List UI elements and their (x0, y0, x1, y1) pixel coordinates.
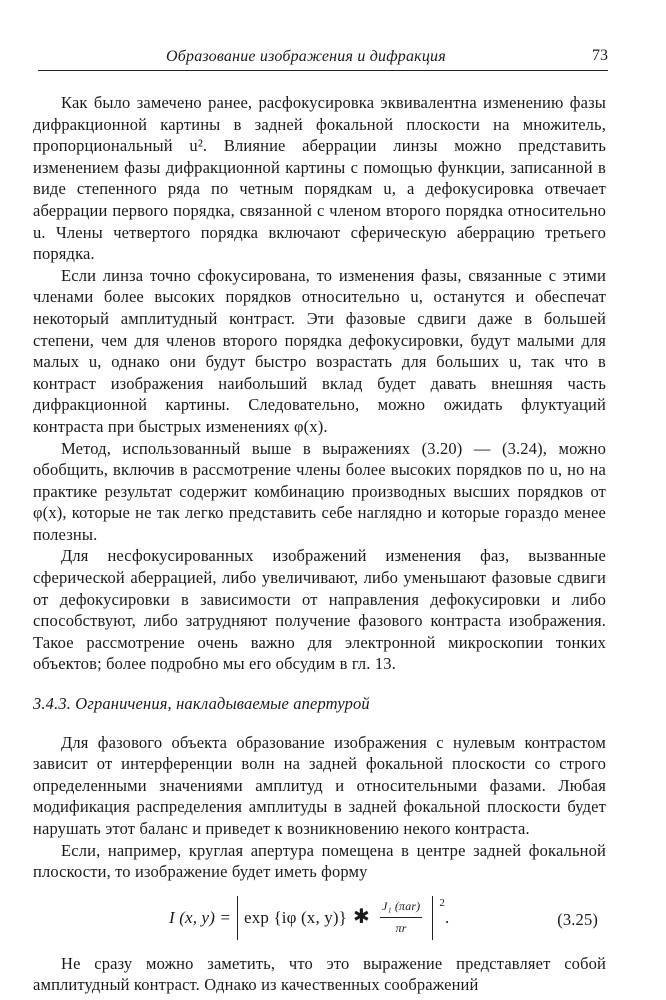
equation-3-25 (33, 889, 606, 949)
equation-trail: . (444, 907, 450, 927)
equation-number: (3.25) (557, 909, 598, 929)
paragraph-4: Для несфокусированных изображений изменения фаз, вызванные сферической аберрацией, либо увеличивают, либо уменьшают фазовые сдвиги от дефокусировки в зависимости от направления дефокусировки и либо способствуют, либо затрудняют получение фазового контраста изображения. Такое рассмотрение очень важно для электронной микроскопии тонких объектов; более подробно мы его обсудим в гл. 13. (33, 546, 606, 674)
section-paragraph-1: Для фазового объекта образование изображения с нулевым контрастом зависит от интерференции волн на задней фокальной плоскости со строго определенными значениями амплитуд и относительными фазами. Любая модификация распределения амплитуды в задней фокальной плоскости будет нарушать этот баланс и приведет к возникновению некого контраста. (33, 732, 606, 838)
convolution-operator: ✱ (353, 905, 370, 928)
body-text (33, 92, 606, 996)
abs-bar-right (432, 896, 433, 940)
running-head (38, 44, 608, 71)
section-paragraph-2: Если, например, круглая апертура помещена в центре задней фокальной плоскости, то изображение будет иметь форму (33, 840, 606, 882)
paragraph-3: Метод, использованный выше в выражениях (3.20) — (3.24), можно обобщить, включив в рассмотрение члены более высоких порядков по u, но на практике результат содержит комбинацию производных высших порядков от φ(x), которые не так легко представить себе наглядно и которые гораздо менее полезны. (33, 438, 606, 544)
running-title: Образование изображения и дифракция (166, 48, 446, 65)
equation-body (169, 893, 449, 943)
equation-lhs: I (x, y) = (169, 907, 232, 927)
paragraph-1: Как было замечено ранее, расфокусировка эквивалентна изменению фазы дифракционной картины в задней фокальной плоскости на множитель, пропорциональный u². Влияние аберрации линзы можно представить изменением фазы дифракционной картины с помощью функции, записанной в виде степенного ряда по четным порядкам u, а дефокусировка отвечает аберрации первого порядка, связанной с членом второго порядка относительно u. Члены четвертого порядка включают сферическую аберрацию третьего порядка. (33, 93, 606, 264)
page-number: 73 (592, 47, 608, 64)
closing-paragraph: Не сразу можно заметить, что это выражение представляет собой амплитудный контраст. Однако из качественных соображений (33, 953, 606, 995)
abs-bar-left (237, 896, 238, 940)
equation-exponent: 2 (439, 896, 445, 909)
fraction-numerator: J₁ (πar) (380, 896, 422, 919)
fraction-denominator: πr (395, 921, 407, 936)
bessel-fraction (380, 896, 422, 940)
paragraph-2: Если линза точно сфокусирована, то изменения фазы, связанные с этими членами более высоких порядков относительно u, останутся и обеспечат некоторый амплитудный контраст. Эти фазовые сдвиги даже в большей степени, чем для членов второго порядка дефокусировки, будут малыми для малых u, однако они будут быстро возрастать для больших u, так что в контраст изображения наибольший вклад будет давать внешняя часть дифракционной картины. Следовательно, можно ожидать флуктуаций контраста при быстрых изменениях φ(x). (33, 265, 606, 436)
equation-exp: exp {iφ (x, y)} (244, 907, 348, 927)
section-heading: 3.4.3. Ограничения, накладываемые апертурой (33, 694, 370, 714)
